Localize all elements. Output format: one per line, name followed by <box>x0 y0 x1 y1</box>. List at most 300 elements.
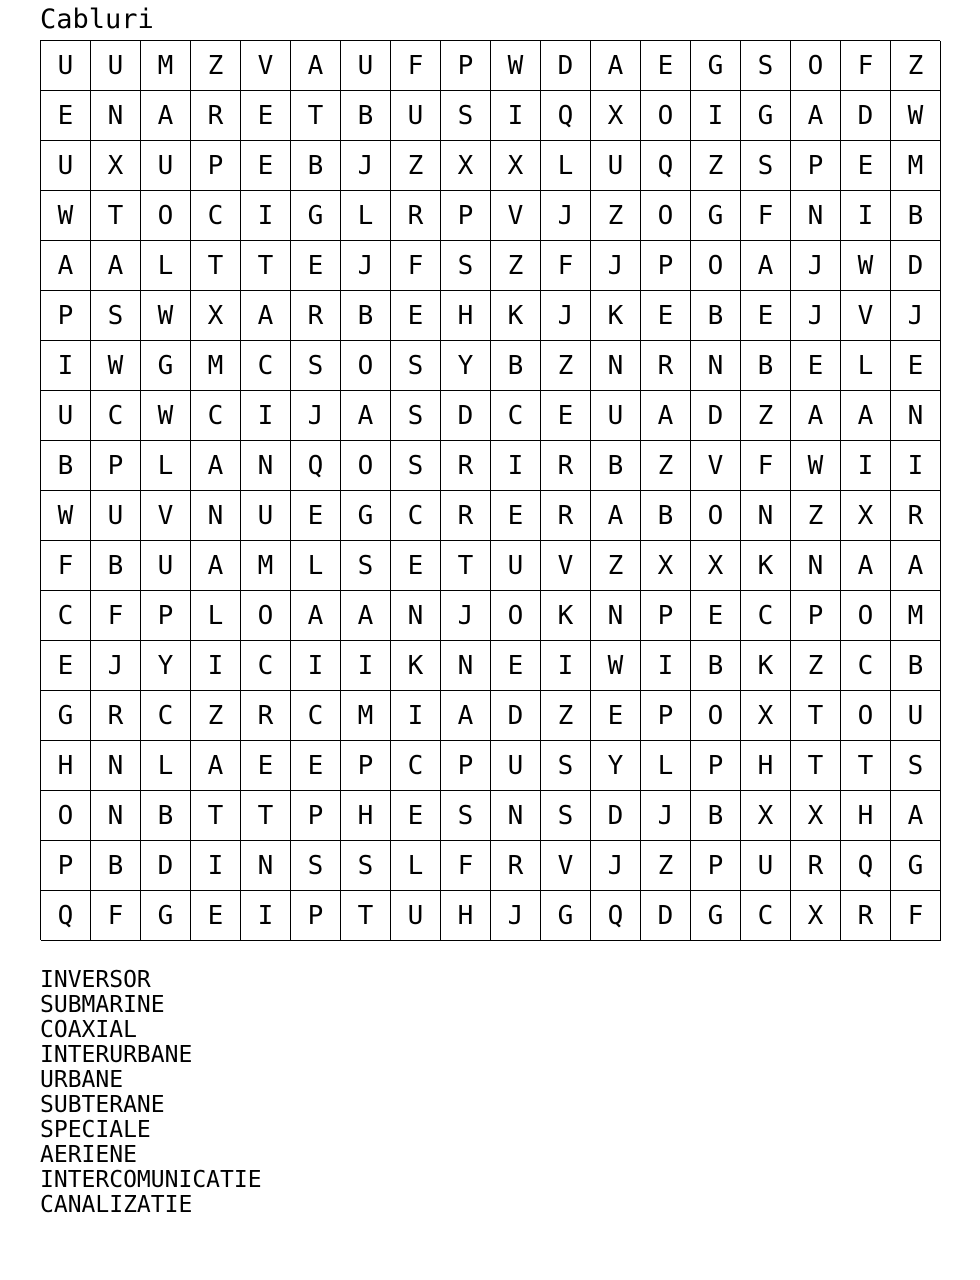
grid-cell: D <box>591 791 641 841</box>
grid-cell: A <box>441 691 491 741</box>
grid-cell: E <box>641 291 691 341</box>
grid-cell: Z <box>791 641 841 691</box>
grid-cell: V <box>241 41 291 91</box>
grid-cell: Z <box>741 391 791 441</box>
grid-cell: U <box>741 841 791 891</box>
grid-cell: Z <box>641 841 691 891</box>
grid-cell: G <box>141 891 191 941</box>
grid-cell: F <box>441 841 491 891</box>
grid-cell: L <box>841 341 891 391</box>
grid-cell: E <box>591 691 641 741</box>
grid-cell: N <box>91 91 141 141</box>
grid-cell: J <box>891 291 941 341</box>
grid-cell: X <box>641 541 691 591</box>
grid-cell: P <box>791 141 841 191</box>
grid-cell: U <box>591 391 641 441</box>
grid-cell: X <box>91 141 141 191</box>
grid-cell: G <box>891 841 941 891</box>
grid-cell: I <box>241 191 291 241</box>
grid-cell: U <box>141 141 191 191</box>
grid-cell: X <box>741 691 791 741</box>
grid-cell: B <box>741 341 791 391</box>
grid-cell: B <box>591 441 641 491</box>
grid-cell: G <box>691 191 741 241</box>
grid-cell: T <box>291 91 341 141</box>
grid-cell: A <box>291 41 341 91</box>
grid-cell: R <box>791 841 841 891</box>
grid-cell: Z <box>791 491 841 541</box>
grid-cell: L <box>291 541 341 591</box>
grid-cell: V <box>541 541 591 591</box>
grid-cell: R <box>491 841 541 891</box>
grid-cell: D <box>691 391 741 441</box>
grid-cell: J <box>591 841 641 891</box>
grid-cell: P <box>791 591 841 641</box>
grid-cell: E <box>291 741 341 791</box>
grid-cell: J <box>541 191 591 241</box>
grid-cell: B <box>691 641 741 691</box>
grid-cell: K <box>741 641 791 691</box>
grid-cell: M <box>891 591 941 641</box>
grid-cell: B <box>341 291 391 341</box>
grid-cell: Q <box>841 841 891 891</box>
grid-cell: G <box>341 491 391 541</box>
grid-cell: P <box>441 41 491 91</box>
grid-cell: X <box>841 491 891 541</box>
grid-cell: R <box>241 691 291 741</box>
grid-cell: A <box>841 541 891 591</box>
grid-cell: C <box>41 591 91 641</box>
grid-cell: Q <box>641 141 691 191</box>
grid-cell: R <box>91 691 141 741</box>
grid-cell: E <box>741 291 791 341</box>
grid-cell: L <box>641 741 691 791</box>
grid-cell: B <box>341 91 391 141</box>
grid-cell: F <box>741 441 791 491</box>
grid-cell: O <box>691 241 741 291</box>
grid-cell: P <box>291 891 341 941</box>
grid-cell: E <box>291 491 341 541</box>
grid-cell: P <box>441 741 491 791</box>
grid-cell: H <box>741 741 791 791</box>
grid-cell: O <box>641 91 691 141</box>
word-list-item: SPECIALE <box>40 1117 151 1143</box>
grid-cell: G <box>741 91 791 141</box>
grid-cell: T <box>841 741 891 791</box>
grid-cell: P <box>141 591 191 641</box>
grid-cell: I <box>341 641 391 691</box>
grid-cell: E <box>391 541 441 591</box>
grid-cell: E <box>391 791 441 841</box>
grid-cell: R <box>891 491 941 541</box>
grid-cell: U <box>41 391 91 441</box>
grid-cell: M <box>891 141 941 191</box>
grid-cell: S <box>341 841 391 891</box>
grid-cell: I <box>491 91 541 141</box>
grid-cell: E <box>391 291 441 341</box>
grid-cell: N <box>391 591 441 641</box>
grid-cell: Z <box>491 241 541 291</box>
grid-cell: J <box>341 141 391 191</box>
grid-cell: E <box>491 491 541 541</box>
grid-cell: Q <box>541 91 591 141</box>
grid-cell: F <box>891 891 941 941</box>
grid-cell: Z <box>691 141 741 191</box>
grid-cell: U <box>91 491 141 541</box>
grid-cell: K <box>541 591 591 641</box>
grid-cell: X <box>791 891 841 941</box>
word-list-item: SUBMARINE <box>40 992 165 1018</box>
grid-cell: Z <box>541 691 591 741</box>
grid-cell: F <box>541 241 591 291</box>
word-list-item: INTERURBANE <box>40 1042 193 1068</box>
grid-cell: W <box>891 91 941 141</box>
grid-cell: A <box>41 241 91 291</box>
grid-cell: E <box>241 141 291 191</box>
grid-cell: B <box>641 491 691 541</box>
grid-cell: U <box>491 741 541 791</box>
grid-cell: C <box>241 341 291 391</box>
grid-cell: P <box>191 141 241 191</box>
grid-cell: O <box>41 791 91 841</box>
grid-cell: S <box>391 341 441 391</box>
grid-cell: A <box>591 41 641 91</box>
grid-cell: D <box>141 841 191 891</box>
grid-cell: I <box>291 641 341 691</box>
grid-cell: A <box>841 391 891 441</box>
grid-cell: P <box>41 841 91 891</box>
grid-cell: V <box>841 291 891 341</box>
grid-cell: B <box>41 441 91 491</box>
grid-cell: J <box>341 241 391 291</box>
grid-cell: A <box>191 741 241 791</box>
grid-cell: P <box>291 791 341 841</box>
grid-cell: R <box>641 341 691 391</box>
grid-cell: F <box>841 41 891 91</box>
grid-cell: V <box>491 191 541 241</box>
grid-cell: M <box>241 541 291 591</box>
grid-cell: B <box>291 141 341 191</box>
grid-cell: I <box>841 441 891 491</box>
grid-cell: I <box>191 841 241 891</box>
grid-cell: G <box>691 891 741 941</box>
grid-cell: U <box>141 541 191 591</box>
grid-cell: A <box>891 541 941 591</box>
grid-cell: P <box>341 741 391 791</box>
grid-cell: Z <box>591 541 641 591</box>
grid-cell: I <box>541 641 591 691</box>
grid-cell: C <box>491 391 541 441</box>
grid-cell: U <box>241 491 291 541</box>
grid-cell: V <box>141 491 191 541</box>
grid-cell: S <box>441 791 491 841</box>
grid-cell: L <box>391 841 441 891</box>
grid-cell: E <box>41 641 91 691</box>
grid-cell: E <box>291 241 341 291</box>
grid-cell: F <box>391 241 441 291</box>
grid-cell: N <box>591 591 641 641</box>
grid-cell: U <box>41 41 91 91</box>
grid-cell: E <box>241 741 291 791</box>
grid-cell: B <box>491 341 541 391</box>
letter-grid <box>40 40 940 940</box>
grid-cell: O <box>241 591 291 641</box>
grid-cell: A <box>291 591 341 641</box>
grid-cell: P <box>691 841 741 891</box>
grid-cell: B <box>891 191 941 241</box>
puzzle-title: Cabluri <box>40 4 154 35</box>
grid-cell: C <box>391 491 441 541</box>
grid-cell: E <box>491 641 541 691</box>
grid-cell: A <box>341 391 391 441</box>
grid-cell: B <box>91 541 141 591</box>
grid-cell: L <box>541 141 591 191</box>
grid-cell: O <box>841 691 891 741</box>
grid-cell: I <box>241 391 291 441</box>
grid-cell: S <box>391 441 441 491</box>
grid-cell: N <box>241 441 291 491</box>
grid-cell: R <box>391 191 441 241</box>
grid-cell: S <box>741 141 791 191</box>
grid-cell: N <box>691 341 741 391</box>
grid-cell: I <box>491 441 541 491</box>
grid-cell: A <box>191 441 241 491</box>
grid-cell: C <box>391 741 441 791</box>
grid-cell: P <box>641 591 691 641</box>
grid-cell: Z <box>541 341 591 391</box>
grid-cell: T <box>91 191 141 241</box>
grid-cell: A <box>241 291 291 341</box>
grid-cell: P <box>441 191 491 241</box>
grid-cell: X <box>191 291 241 341</box>
grid-cell: W <box>41 191 91 241</box>
grid-cell: B <box>91 841 141 891</box>
grid-cell: S <box>91 291 141 341</box>
grid-cell: U <box>891 691 941 741</box>
grid-cell: R <box>291 291 341 341</box>
grid-cell: C <box>191 391 241 441</box>
grid-cell: Q <box>591 891 641 941</box>
grid-cell: X <box>591 91 641 141</box>
grid-cell: B <box>691 791 741 841</box>
grid-cell: B <box>891 641 941 691</box>
grid-cell: I <box>191 641 241 691</box>
grid-cell: E <box>891 341 941 391</box>
grid-cell: G <box>541 891 591 941</box>
grid-cell: P <box>691 741 741 791</box>
grid-cell: B <box>691 291 741 341</box>
grid-cell: T <box>191 791 241 841</box>
grid-cell: Y <box>591 741 641 791</box>
grid-cell: N <box>791 191 841 241</box>
grid-cell: E <box>41 91 91 141</box>
grid-cell: R <box>541 441 591 491</box>
grid-cell: O <box>491 591 541 641</box>
grid-cell: O <box>341 441 391 491</box>
grid-cell: H <box>441 291 491 341</box>
grid-cell: X <box>691 541 741 591</box>
grid-cell: X <box>791 791 841 841</box>
grid-cell: A <box>741 241 791 291</box>
grid-cell: N <box>591 341 641 391</box>
grid-cell: Y <box>141 641 191 691</box>
grid-cell: S <box>891 741 941 791</box>
grid-cell: K <box>491 291 541 341</box>
grid-cell: A <box>891 791 941 841</box>
grid-cell: F <box>741 191 791 241</box>
grid-cell: D <box>641 891 691 941</box>
grid-cell: C <box>741 891 791 941</box>
word-list-item: INVERSOR <box>40 967 151 993</box>
grid-cell: A <box>791 91 841 141</box>
grid-cell: G <box>41 691 91 741</box>
grid-cell: N <box>241 841 291 891</box>
grid-cell: V <box>541 841 591 891</box>
grid-cell: J <box>541 291 591 341</box>
word-list-item: INTERCOMUNICATIE <box>40 1167 262 1193</box>
grid-cell: T <box>241 241 291 291</box>
grid-cell: A <box>191 541 241 591</box>
grid-cell: W <box>41 491 91 541</box>
grid-cell: X <box>441 141 491 191</box>
grid-cell: I <box>391 691 441 741</box>
grid-cell: A <box>341 591 391 641</box>
grid-cell: T <box>441 541 491 591</box>
grid-cell: S <box>391 391 441 441</box>
grid-cell: C <box>291 691 341 741</box>
grid-cell: N <box>191 491 241 541</box>
grid-cell: T <box>791 691 841 741</box>
grid-cell: G <box>691 41 741 91</box>
grid-cell: S <box>291 341 341 391</box>
grid-cell: Q <box>41 891 91 941</box>
grid-cell: M <box>341 691 391 741</box>
grid-cell: U <box>341 41 391 91</box>
grid-cell: C <box>841 641 891 691</box>
grid-cell: B <box>141 791 191 841</box>
grid-cell: G <box>291 191 341 241</box>
grid-cell: O <box>691 691 741 741</box>
grid-cell: G <box>141 341 191 391</box>
grid-cell: Z <box>641 441 691 491</box>
grid-cell: Z <box>191 41 241 91</box>
grid-cell: D <box>441 391 491 441</box>
grid-cell: R <box>441 441 491 491</box>
grid-cell: H <box>841 791 891 841</box>
grid-cell: M <box>191 341 241 391</box>
grid-cell: A <box>91 241 141 291</box>
grid-cell: W <box>491 41 541 91</box>
grid-cell: J <box>791 241 841 291</box>
grid-cell: E <box>241 91 291 141</box>
grid-cell: U <box>591 141 641 191</box>
grid-cell: W <box>791 441 841 491</box>
grid-cell: Z <box>391 141 441 191</box>
grid-cell: C <box>191 191 241 241</box>
grid-cell: P <box>91 441 141 491</box>
grid-cell: T <box>791 741 841 791</box>
grid-cell: E <box>641 41 691 91</box>
grid-cell: T <box>241 791 291 841</box>
grid-cell: E <box>191 891 241 941</box>
grid-cell: A <box>791 391 841 441</box>
grid-cell: S <box>541 741 591 791</box>
grid-cell: E <box>691 591 741 641</box>
grid-cell: W <box>591 641 641 691</box>
grid-cell: N <box>441 641 491 691</box>
grid-cell: N <box>741 491 791 541</box>
grid-cell: S <box>441 241 491 291</box>
grid-cell: I <box>241 891 291 941</box>
grid-cell: N <box>491 791 541 841</box>
grid-cell: K <box>591 291 641 341</box>
grid-cell: J <box>641 791 691 841</box>
grid-cell: F <box>91 891 141 941</box>
grid-cell: D <box>891 241 941 291</box>
word-list-item: CANALIZATIE <box>40 1192 193 1218</box>
grid-cell: C <box>241 641 291 691</box>
grid-cell: U <box>491 541 541 591</box>
grid-cell: S <box>341 541 391 591</box>
grid-cell: S <box>441 91 491 141</box>
grid-cell: I <box>691 91 741 141</box>
grid-cell: V <box>691 441 741 491</box>
grid-cell: U <box>41 141 91 191</box>
grid-cell: T <box>341 891 391 941</box>
grid-cell: U <box>91 41 141 91</box>
grid-cell: C <box>141 691 191 741</box>
grid-cell: D <box>841 91 891 141</box>
grid-cell: W <box>141 291 191 341</box>
grid-cell: F <box>41 541 91 591</box>
grid-cell: Y <box>441 341 491 391</box>
grid-cell: N <box>791 541 841 591</box>
grid-cell: L <box>141 741 191 791</box>
grid-cell: S <box>291 841 341 891</box>
grid-cell: J <box>91 641 141 691</box>
grid-cell: P <box>641 691 691 741</box>
grid-cell: A <box>591 491 641 541</box>
grid-cell: Z <box>591 191 641 241</box>
grid-cell: L <box>191 591 241 641</box>
grid-cell: O <box>841 591 891 641</box>
grid-cell: L <box>341 191 391 241</box>
word-list <box>40 968 262 1218</box>
grid-cell: J <box>491 891 541 941</box>
grid-cell: E <box>791 341 841 391</box>
grid-cell: A <box>641 391 691 441</box>
grid-cell: P <box>641 241 691 291</box>
grid-cell: H <box>441 891 491 941</box>
grid-cell: O <box>691 491 741 541</box>
grid-cell: J <box>441 591 491 641</box>
grid-cell: C <box>741 591 791 641</box>
grid-cell: I <box>891 441 941 491</box>
grid-cell: D <box>541 41 591 91</box>
grid-cell: O <box>341 341 391 391</box>
grid-cell: W <box>141 391 191 441</box>
grid-cell: A <box>141 91 191 141</box>
word-list-item: URBANE <box>40 1067 124 1093</box>
grid-cell: K <box>741 541 791 591</box>
grid-cell: W <box>841 241 891 291</box>
grid-cell: L <box>141 241 191 291</box>
grid-cell: N <box>91 791 141 841</box>
grid-cell: R <box>541 491 591 541</box>
grid-cell: Q <box>291 441 341 491</box>
word-list-item: AERIENE <box>40 1142 137 1168</box>
grid-cell: R <box>441 491 491 541</box>
